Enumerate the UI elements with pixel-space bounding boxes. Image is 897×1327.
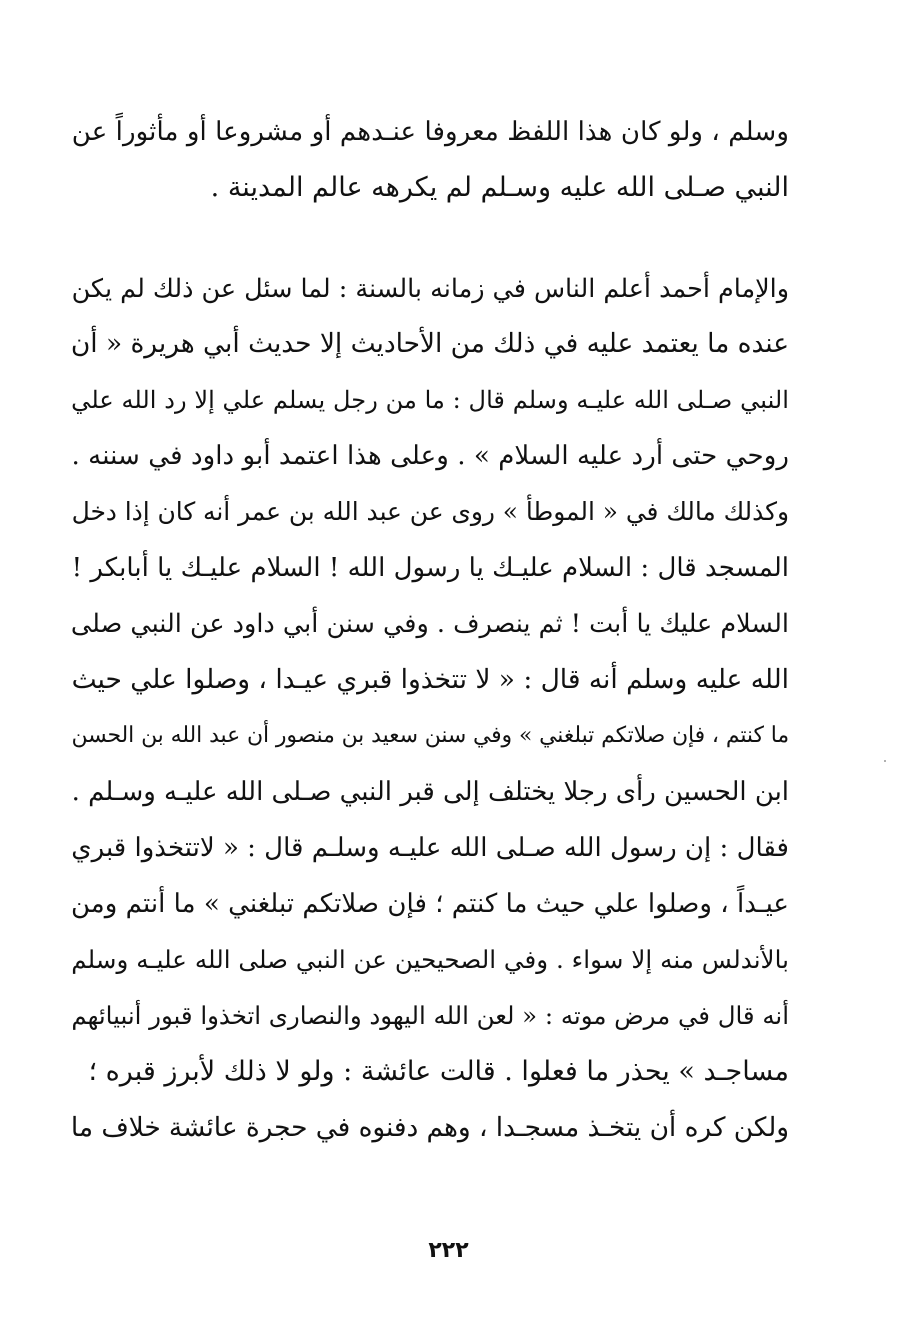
text-line: والإمام أحمد أعلم الناس في زمانه بالسنة : لما سئل عن ذلك لم يكن bbox=[71, 273, 789, 303]
text-line: ما كنتم ، فإن صلاتكم تبلغني » وفي سنن سعيد بن منصور أن عبد الله بن الحسن bbox=[71, 723, 789, 748]
text-line: بالأندلس منه إلا سواء . وفي الصحيحين عن النبي صلى الله عليـه وسلم bbox=[71, 945, 789, 974]
text-line: النبي صـلى الله عليه وسـلم لم يكرهه عالم المدينة . bbox=[210, 172, 789, 203]
page-number: ٢٢٢ bbox=[428, 1238, 469, 1263]
text-line: مساجـد » يحذر ما فعلوا . قالت عائشة : ولو لا ذلك لأبرز قبره ؛ bbox=[88, 1056, 789, 1087]
text-line: روحي حتى أرد عليه السلام » . وعلى هذا اعتمد أبو داود في سننه . bbox=[71, 441, 789, 471]
text-line: عنده ما يعتمد عليه في ذلك من الأحاديث إلا حديث أبي هريرة « أن bbox=[70, 329, 789, 359]
text-line: السلام عليك يا أبت ! ثم ينصرف . وفي سنن أبي داود عن النبي صلى bbox=[70, 609, 789, 639]
text-line: فقال : إن رسول الله صـلى الله عليـه وسلـم قال : « لاتتخذوا قبري bbox=[71, 833, 789, 863]
text-line: المسجد قال : السلام عليـك يا رسول الله ! السلام عليـك يا أبابكر ! bbox=[71, 553, 789, 583]
margin-dot bbox=[884, 760, 886, 762]
text-line: عيـداً ، وصلوا علي حيث ما كنتم ؛ فإن صلاتكم تبلغني » ما أنتم ومن bbox=[70, 889, 789, 919]
text-line: النبي صـلى الله عليـه وسلم قال : ما من رجل يسلم علي إلا رد الله علي bbox=[71, 386, 789, 414]
text-line: ولكن كره أن يتخـذ مسجـدا ، وهم دفنوه في حجرة عائشة خلاف ما bbox=[70, 1113, 789, 1143]
text-line: وكذلك مالك في « الموطأ » روى عن عبد الله بن عمر أنه كان إذا دخل bbox=[71, 497, 789, 526]
text-line: أنه قال في مرض موته : « لعن الله اليهود والنصارى اتخذوا قبور أنبيائهم bbox=[71, 1001, 789, 1030]
text-line: ابن الحسين رأى رجلا يختلف إلى قبر النبي صـلى الله عليـه وسـلم . bbox=[71, 777, 789, 807]
text-line: الله عليه وسلم أنه قال : « لا تتخذوا قبري عيـدا ، وصلوا علي حيث bbox=[71, 664, 789, 695]
text-line: وسلم ، ولو كان هذا اللفظ معروفا عنـدهم أو مشروعا أو مأثوراً عن bbox=[71, 117, 789, 147]
paragraph-main bbox=[71, 260, 789, 1156]
paragraph-continuation bbox=[71, 104, 789, 216]
